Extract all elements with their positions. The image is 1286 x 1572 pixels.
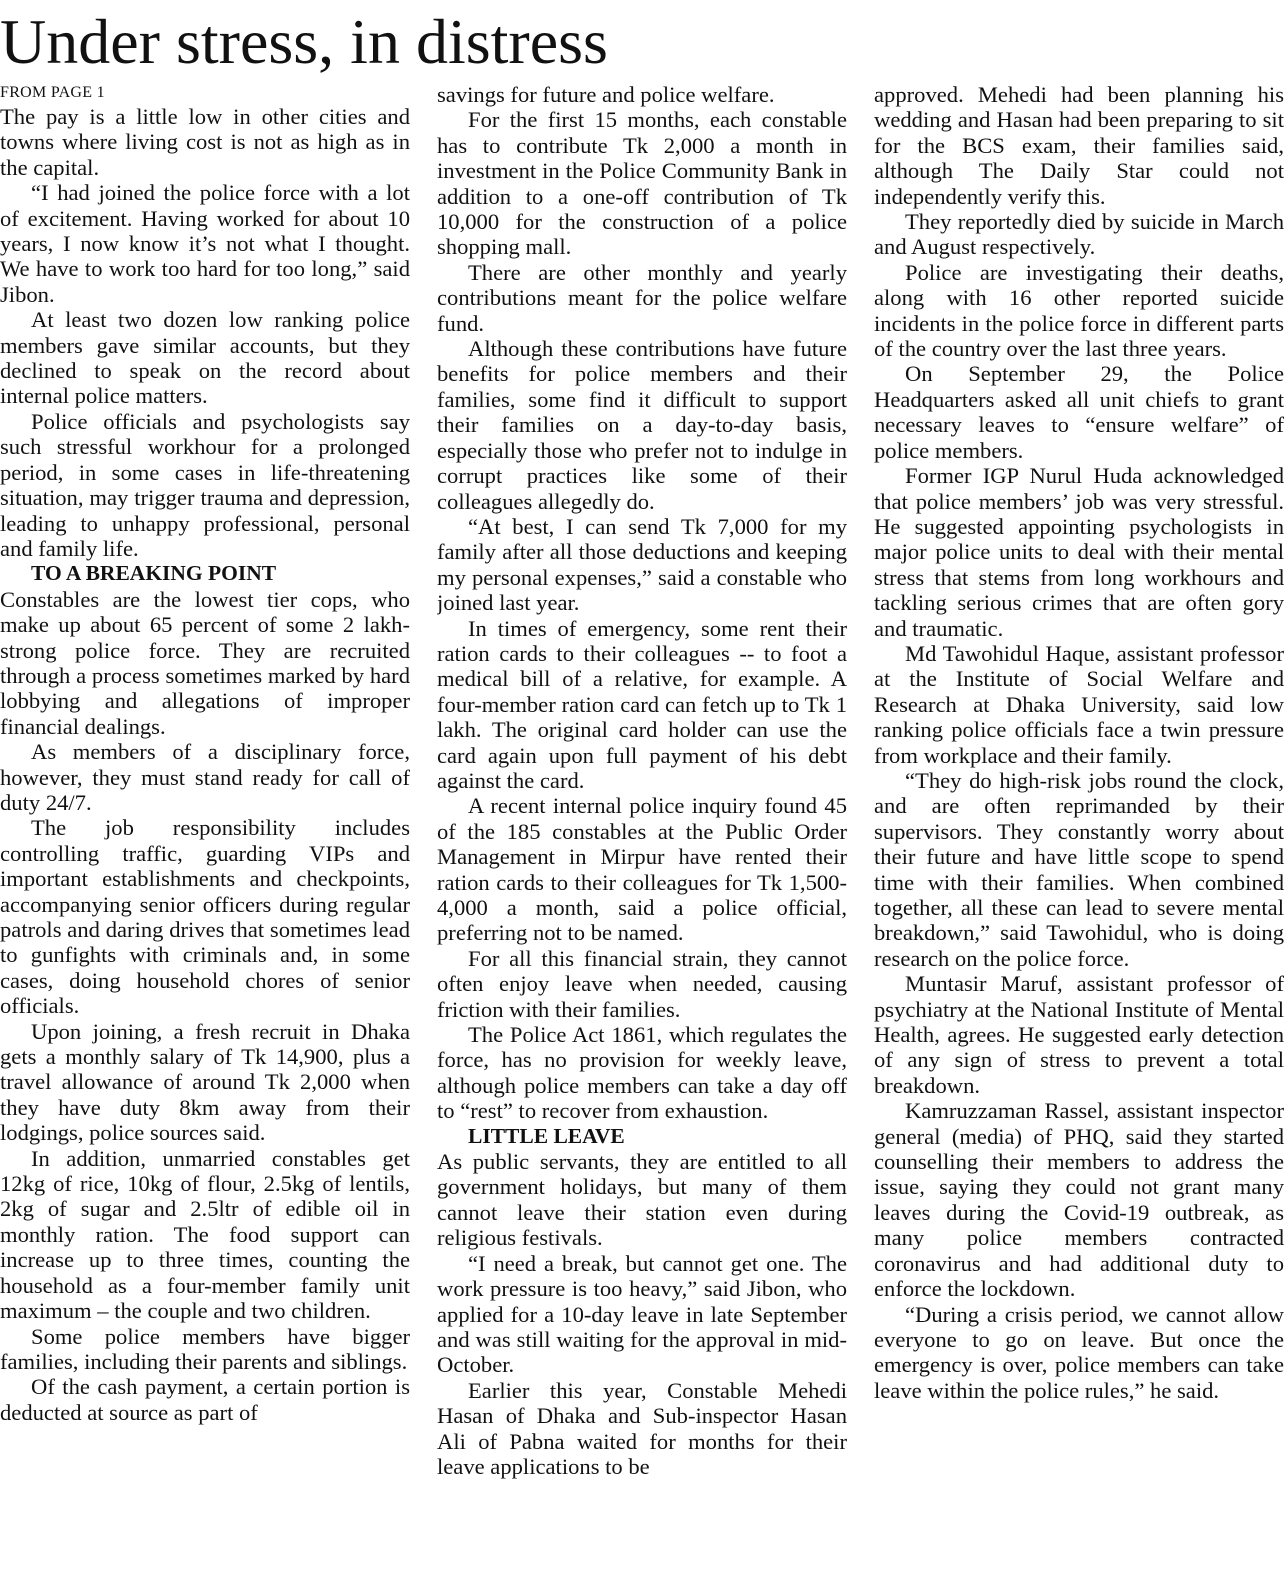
paragraph: For all this financial strain, they cannot often enjoy leave when needed, causing friction with their families. [437,945,847,1022]
paragraph: approved. Mehedi had been planning his wedding and Hasan had been preparing to sit for the BCS exam, their families said, although The Daily Star could not independently verify this. [874,82,1284,209]
column-2 [437,82,847,1568]
paragraph: “At best, I can send Tk 7,000 for my family after all those deductions and keeping my personal expenses,” said a constable who joined last year. [437,513,847,616]
paragraph: The pay is a little low in other cities and towns where living cost is not as high as in the capital. [0,104,410,180]
paragraph: Kamruzzaman Rassel, assistant inspector general (media) of PHQ, said they started counselling their members to address the issue, saying they could not grant many leaves during the Covid-19 outbreak, as many police members contracted coronavirus and had additional duty to enforce the lockdown. [874,1098,1284,1302]
paragraph: Although these contributions have future benefits for police members and their families, some find it difficult to support their families on a day-to-day basis, especially those who prefer not to indulge in corrupt practices like some of their colleagues allegedly do. [437,336,847,514]
continued-from-label: FROM PAGE 1 [0,84,105,101]
headline: Under stress, in distress [0,6,608,77]
column-3 [874,82,1284,1568]
column-1 [0,82,410,1568]
paragraph: Some police members have bigger families, including their parents and siblings. [0,1323,410,1374]
paragraph: For the first 15 months, each constable has to contribute Tk 2,000 a month in investment in the Police Community Bank in addition to a one-off contribution of Tk 10,000 for the construction of a police shopping mall. [437,107,847,260]
paragraph: In addition, unmarried constables get 12kg of rice, 10kg of flour, 2.5kg of lentils, 2kg of sugar and 2.5ltr of edible oil in monthly ration. The food support can increase up to three times, counting the household as a four-member family unit maximum – the couple and two children. [0,1145,410,1324]
paragraph: In times of emergency, some rent their ration cards to their colleagues -- to foot a medical bill of a relative, for example. A four-member ration card can fetch up to Tk 1 lakh. The original card holder can use the card again upon full payment of his debt against the card. [437,615,847,793]
paragraph: “They do high-risk jobs round the clock, and are often reprimanded by their supervisors. They constantly worry about their future and have little scope to spend time with their families. When combined together, all these can lead to severe mental breakdown,” said Tawohidul, who is doing research on the police force. [874,767,1284,971]
paragraph: Former IGP Nurul Huda acknowledged that police members’ job was very stressful. He suggested appointing psychologists in major police units to deal with their mental stress that stems from long workhours and tackling serious crimes that are often gory and traumatic. [874,463,1284,641]
paragraph: Of the cash payment, a certain portion is deducted at source as part of [0,1374,410,1425]
paragraph: Upon joining, a fresh recruit in Dhaka gets a monthly salary of Tk 14,900, plus a travel allowance of around Tk 2,000 when they have duty 8km away from their lodgings, police sources said. [0,1018,410,1146]
subheading-breaking-point: TO A BREAKING POINT [31,561,277,586]
paragraph: Earlier this year, Constable Mehedi Hasan of Dhaka and Sub-inspector Hasan Ali of Pabna waited for months for their leave applications to be [437,1377,847,1479]
paragraph: At least two dozen low ranking police members gave similar accounts, but they declined to speak on the record about internal police matters. [0,307,410,409]
paragraph: Muntasir Maruf, assistant professor of psychiatry at the National Institute of Mental Health, agrees. He suggested early detection of any sign of stress to prevent a total breakdown. [874,971,1284,1098]
paragraph: The job responsibility includes controlling traffic, guarding VIPs and important establishments and checkpoints, accompanying senior officers during regular patrols and daring drives that sometimes lead to gunfights with criminals and, in some cases, doing household chores of senior officials. [0,815,410,1019]
subheading-little-leave: LITTLE LEAVE [468,1123,625,1148]
paragraph: On September 29, the Police Headquarters asked all unit chiefs to grant necessary leaves to “ensure welfare” of police members. [874,361,1284,463]
paragraph: Md Tawohidul Haque, assistant professor at the Institute of Social Welfare and Research at Dhaka University, said low ranking police officials face a twin pressure from workplace and their family. [874,640,1284,768]
paragraph: “During a crisis period, we cannot allow everyone to go on leave. But once the emergency is over, police members can take leave within the police rules,” he said. [874,1301,1284,1403]
paragraph: As public servants, they are entitled to all government holidays, but many of them cannot leave their station even during religious festivals. [437,1149,847,1251]
paragraph: A recent internal police inquiry found 45 of the 185 constables at the Public Order Management in Mirpur have rented their ration cards to their colleagues for Tk 1,500-4,000 a month, said a police official, preferring not to be named. [437,793,847,946]
paragraph: Police officials and psychologists say such stressful workhour for a prolonged period, in some cases in life-threatening situation, may trigger trauma and depression, leading to unhappy professional, personal and family life. [0,408,410,561]
paragraph: As members of a disciplinary force, however, they must stand ready for call of duty 24/7. [0,739,410,815]
paragraph: “I need a break, but cannot get one. The work pressure is too heavy,” said Jibon, who applied for a 10-day leave in late September and was still waiting for the approval in mid-October. [437,1250,847,1378]
paragraph: They reportedly died by suicide in March and August respectively. [874,209,1284,260]
paragraph: There are other monthly and yearly contributions meant for the police welfare fund. [437,259,847,336]
paragraph: savings for future and police welfare. [437,82,775,107]
paragraph: Constables are the lowest tier cops, who make up about 65 percent of some 2 lakh-strong police force. They are recruited through a process sometimes marked by hard lobbying and allegations of improper financial dealings. [0,586,410,739]
paragraph: Police are investigating their deaths, along with 16 other reported suicide incidents in the police force in different parts of the country over the last three years. [874,259,1284,362]
paragraph: “I had joined the police force with a lot of excitement. Having worked for about 10 years, I now know it’s not what I thought. We have to work too hard for too long,” said Jibon. [0,180,410,307]
paragraph: The Police Act 1861, which regulates the force, has no provision for weekly leave, although police members can take a day off to “rest” to recover from exhaustion. [437,1022,847,1124]
